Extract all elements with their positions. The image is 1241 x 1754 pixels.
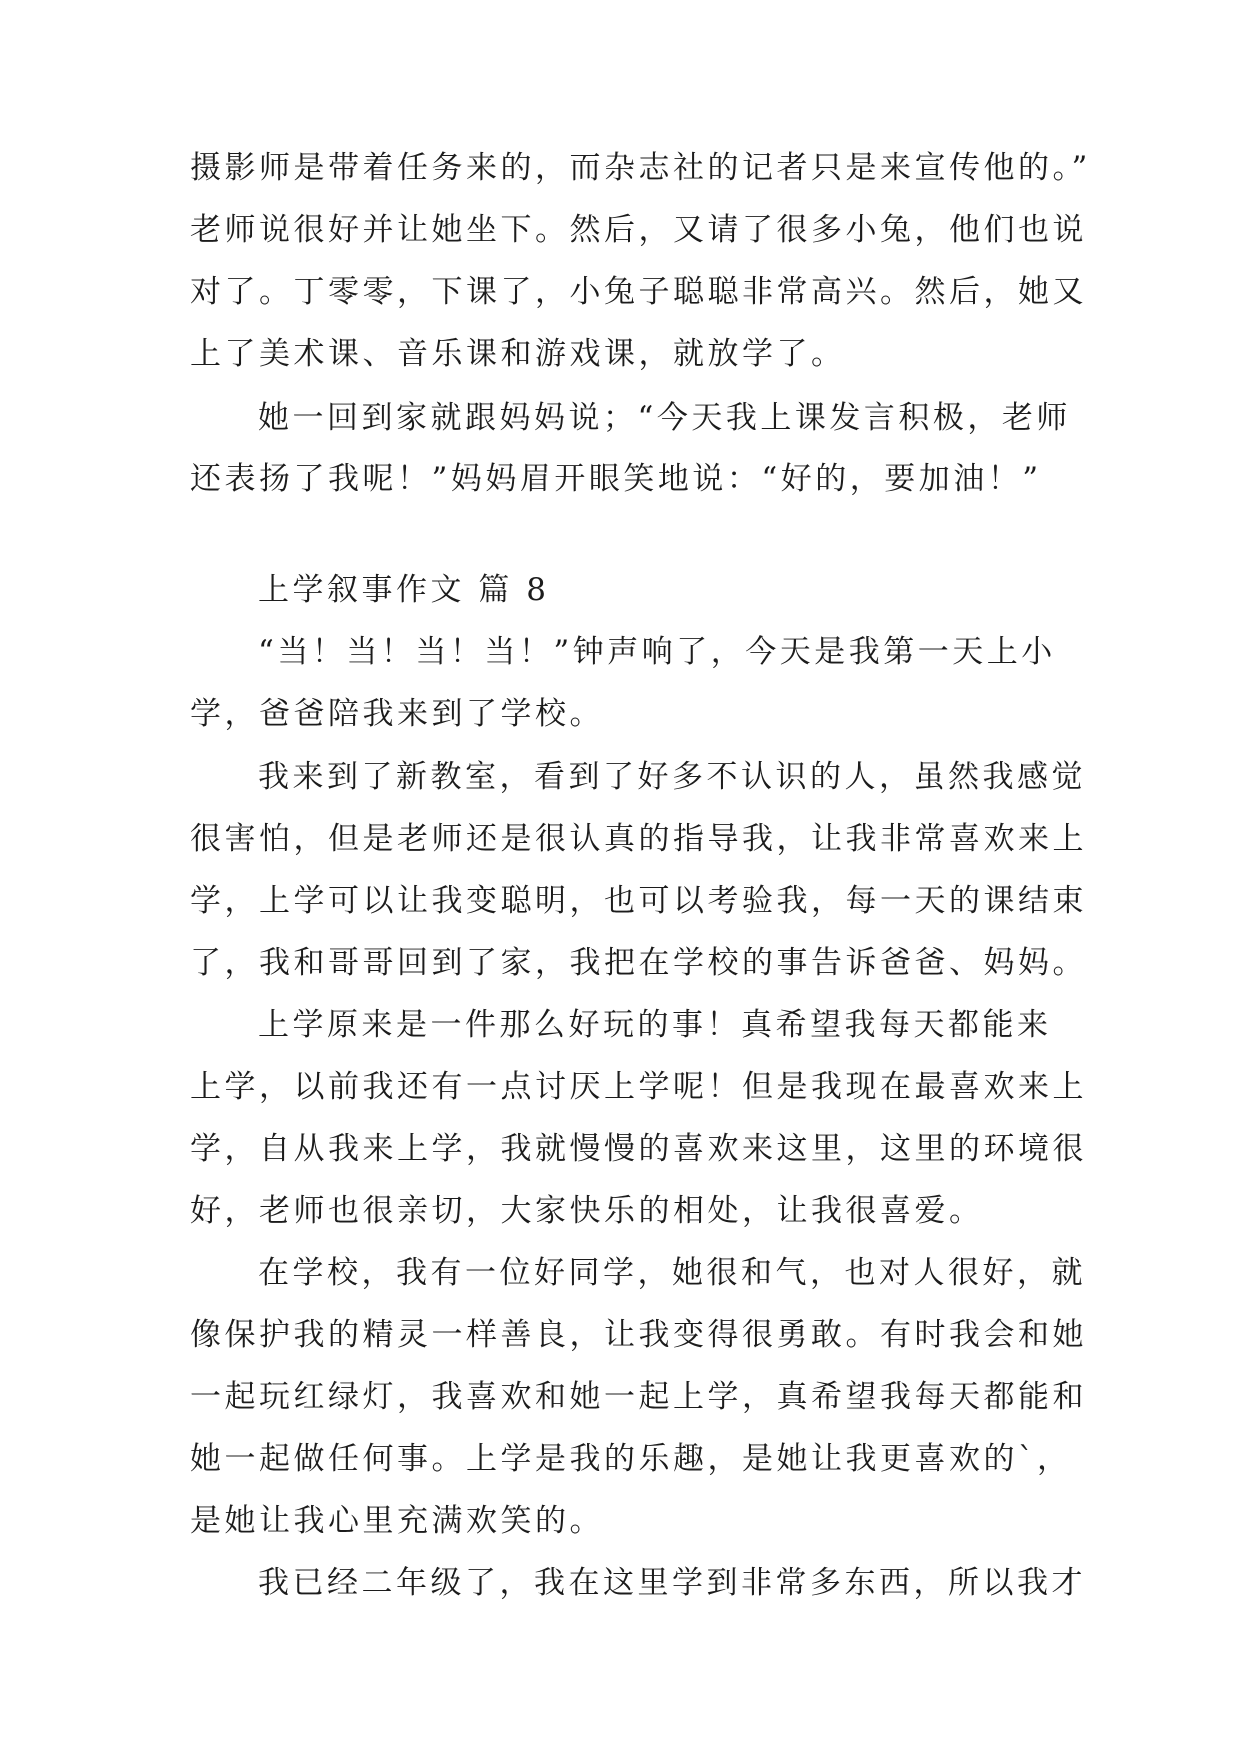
text-line: 一起玩红绿灯，我喜欢和她一起上学，真希望我每天都能和 xyxy=(190,1379,1087,1415)
text-line: 上了美术课、音乐课和游戏课，就放学了。 xyxy=(190,336,846,372)
text-line: 学，自从我来上学，我就慢慢的喜欢来这里，这里的环境很 xyxy=(190,1131,1087,1167)
text-line: 她一回到家就跟妈妈说；“今天我上课发言积极，老师 xyxy=(258,400,1071,436)
text-line: 还表扬了我呢！”妈妈眉开眼笑地说：“好的，要加油！” xyxy=(190,461,1042,497)
text-line: 她一起做任何事。上学是我的乐趣，是她让我更喜欢的`， xyxy=(190,1441,1072,1477)
text-line: 对了。丁零零，下课了，小兔子聪聪非常高兴。然后，她又 xyxy=(190,274,1087,310)
section-heading: 上学叙事作文 篇 8 xyxy=(258,572,550,608)
text-line: 我已经二年级了，我在这里学到非常多东西，所以我才 xyxy=(258,1565,1086,1601)
text-line: 上学，以前我还有一点讨厌上学呢！但是我现在最喜欢来上 xyxy=(190,1069,1087,1105)
text-line: 像保护我的精灵一样善良，让我变得很勇敢。有时我会和她 xyxy=(190,1317,1087,1353)
text-line: 了，我和哥哥回到了家，我把在学校的事告诉爸爸、妈妈。 xyxy=(190,945,1087,981)
text-line: 摄影师是带着任务来的，而杂志社的记者只是来宣传他的。” xyxy=(190,150,1091,186)
text-line: 在学校，我有一位好同学，她很和气，也对人很好，就 xyxy=(258,1255,1086,1291)
text-line: 是她让我心里充满欢笑的。 xyxy=(190,1503,604,1539)
text-line: 学，上学可以让我变聪明，也可以考验我，每一天的课结束 xyxy=(190,883,1087,919)
text-line: 上学原来是一件那么好玩的事！真希望我每天都能来 xyxy=(258,1007,1052,1043)
text-line: 学，爸爸陪我来到了学校。 xyxy=(190,696,604,732)
text-line: 好，老师也很亲切，大家快乐的相处，让我很喜爱。 xyxy=(190,1193,984,1229)
text-line: 很害怕，但是老师还是很认真的指导我，让我非常喜欢来上 xyxy=(190,821,1087,857)
text-line: 我来到了新教室，看到了好多不认识的人，虽然我感觉 xyxy=(258,759,1086,795)
text-line: 老师说很好并让她坐下。然后，又请了很多小兔，他们也说 xyxy=(190,212,1087,248)
text-line: “当！当！当！当！”钟声响了，今天是我第一天上小 xyxy=(258,634,1056,670)
